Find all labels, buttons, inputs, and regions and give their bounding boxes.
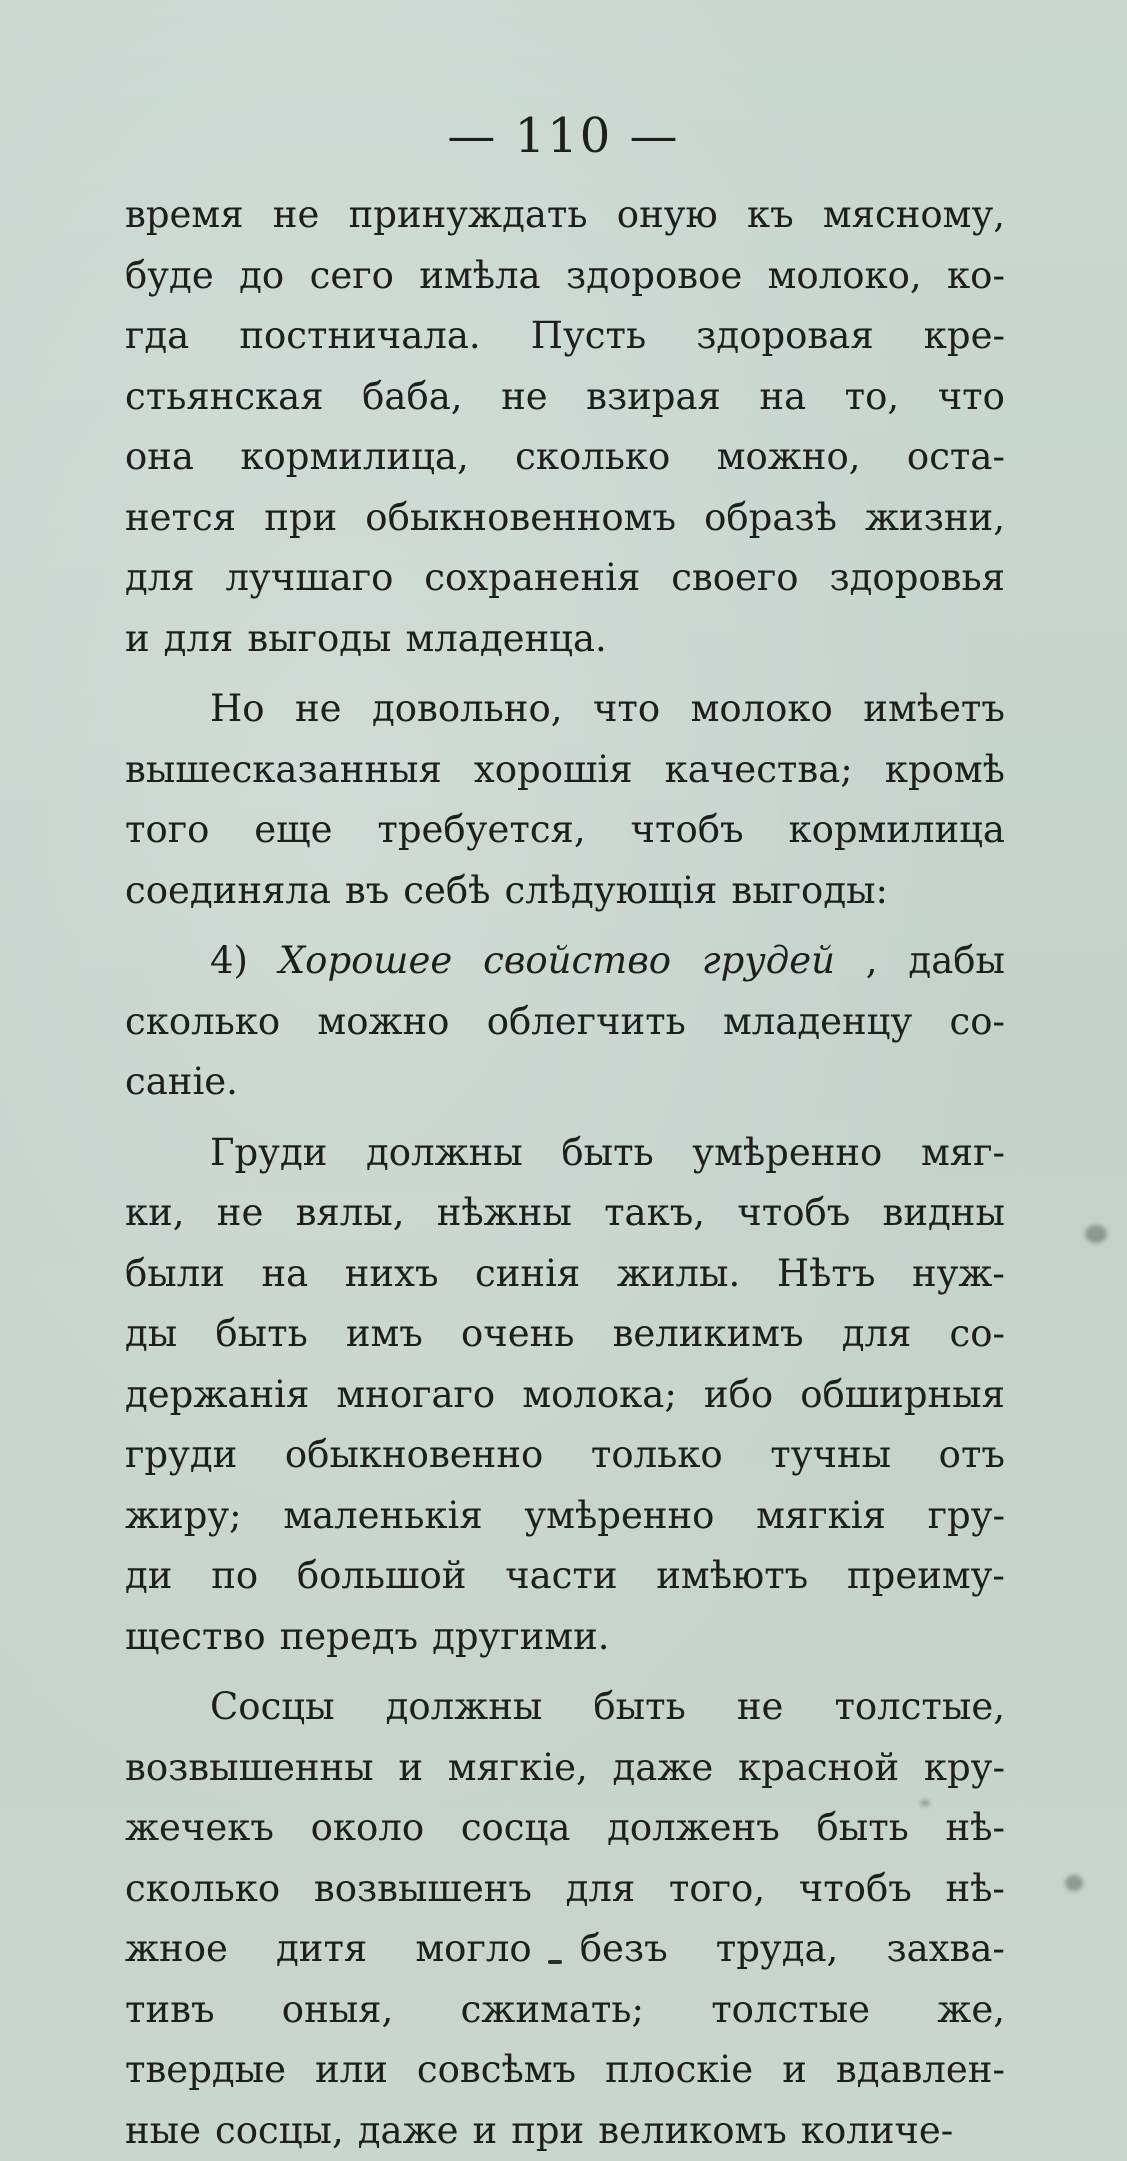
text-line [125, 740, 1005, 801]
word: оную [617, 185, 718, 246]
word: чтобъ [737, 1183, 850, 1244]
body-text [125, 185, 1005, 2161]
word: сохраненія [424, 548, 640, 609]
word: мяг- [921, 1123, 1005, 1184]
word: щество [125, 1607, 266, 1668]
word: что [593, 679, 660, 740]
text-line [125, 1052, 1005, 1113]
word: молоко [691, 679, 833, 740]
word: были [125, 1244, 225, 1305]
word: по [211, 1546, 258, 1607]
word: сколько [125, 1859, 280, 1920]
word: мягкіе, [448, 1738, 588, 1799]
word: передъ [280, 1607, 418, 1668]
word: здоровая [696, 306, 873, 367]
word: красной [738, 1738, 899, 1799]
text-line [125, 1677, 1005, 1738]
word: твердые [125, 2040, 286, 2101]
word: вдавлен- [836, 2040, 1005, 2101]
word: вышесказанныя [125, 740, 442, 801]
word: выгоды [247, 609, 391, 670]
italic-word: свойство [483, 931, 671, 992]
word: возвышенъ [314, 1859, 532, 1920]
word: своего [671, 548, 798, 609]
word: себѣ [403, 861, 490, 922]
word: возвышенны [125, 1738, 374, 1799]
word: качества; [665, 740, 853, 801]
word: нѣ- [945, 1859, 1004, 1920]
word: кре- [924, 306, 1005, 367]
word: Нѣтъ [777, 1244, 876, 1305]
text-line [125, 861, 1005, 922]
ink-smudge [1085, 1225, 1107, 1243]
text-line [125, 1304, 1005, 1365]
text-line [125, 1486, 1005, 1547]
word: со- [949, 992, 1005, 1053]
word: только [591, 1425, 723, 1486]
word: ные [125, 2101, 201, 2161]
word: требуется, [377, 800, 585, 861]
word: держанія [125, 1365, 309, 1426]
word: груди [125, 1425, 237, 1486]
word: стьянская [125, 367, 324, 428]
word: къ [747, 185, 794, 246]
word: образѣ [704, 488, 837, 549]
word: не [501, 367, 548, 428]
ink-smudge [1065, 1875, 1083, 1891]
text-line [125, 1798, 1005, 1859]
italic-word: Хорошее [279, 931, 452, 992]
word: время [125, 185, 244, 246]
word: быть [561, 1123, 653, 1184]
word: принуждать [349, 185, 588, 246]
text-line [125, 1980, 1005, 2041]
word: для [566, 1859, 636, 1920]
word: около [311, 1798, 424, 1859]
word: быть [593, 1677, 685, 1738]
word: дабы [908, 931, 1005, 992]
word: для [842, 1304, 912, 1365]
word: младенца. [405, 609, 606, 670]
text-line [125, 427, 1005, 488]
word: и [782, 2040, 807, 2101]
word: безъ [580, 1919, 668, 1980]
word: баба, [362, 367, 462, 428]
word: и [398, 1738, 423, 1799]
word: преиму- [847, 1546, 1005, 1607]
word: великомъ [598, 2101, 787, 2161]
word: то, [845, 367, 900, 428]
word: Пусть [531, 306, 646, 367]
text-line [125, 1365, 1005, 1426]
text-line [125, 1546, 1005, 1607]
word: выгоды: [731, 861, 888, 922]
word: въ [345, 861, 389, 922]
ink-mark [548, 1960, 562, 1964]
word: при [264, 488, 337, 549]
word: для [125, 548, 195, 609]
word: не [737, 1677, 784, 1738]
text-line [125, 1738, 1005, 1799]
word: саніе. [125, 1052, 238, 1113]
word: гда [125, 306, 189, 367]
text-line [125, 1859, 1005, 1920]
italic-word: грудей [702, 931, 835, 992]
word: сего [310, 246, 394, 307]
paragraph-gap [125, 1113, 1005, 1123]
word: количе- [801, 2101, 953, 2161]
word: умѣренно [524, 1486, 714, 1547]
word: сколько [125, 992, 280, 1053]
word: на [261, 1244, 308, 1305]
word: совсѣмъ [417, 2040, 576, 2101]
word: можно [317, 992, 449, 1053]
word: нуж- [912, 1244, 1005, 1305]
word: и [473, 2101, 498, 2161]
text-line [125, 2040, 1005, 2101]
word: вялы, [296, 1183, 405, 1244]
word: довольно, [372, 679, 563, 740]
word: труда, [716, 1919, 839, 1980]
word: ди [125, 1546, 172, 1607]
word: кормилица [788, 800, 1005, 861]
word: тучны [770, 1425, 891, 1486]
word: имѣютъ [656, 1546, 808, 1607]
word: кромѣ [885, 740, 1005, 801]
text-line [125, 609, 1005, 670]
word: сжимать; [461, 1980, 644, 2041]
text-line [125, 1919, 1005, 1980]
word: нѣжны [437, 1183, 572, 1244]
word: мягкія [756, 1486, 886, 1547]
paragraph [125, 185, 1005, 669]
text-line [125, 488, 1005, 549]
word: тивъ [125, 1980, 215, 2041]
word: сколько [515, 427, 670, 488]
paragraph [125, 1677, 1005, 2161]
word: синія [475, 1244, 580, 1305]
text-line [125, 1425, 1005, 1486]
word: имъ [346, 1304, 423, 1365]
word: большой [297, 1546, 467, 1607]
word: взирая [586, 367, 721, 428]
word: другими. [432, 1607, 609, 1668]
word: того [125, 800, 209, 861]
word: могло [415, 1919, 531, 1980]
word: облегчить [487, 992, 686, 1053]
word: жечекъ [125, 1798, 274, 1859]
word: жизни, [865, 488, 1005, 549]
word: быть [215, 1304, 307, 1365]
word: для [164, 609, 234, 670]
page-number: — 110 — [0, 108, 1127, 164]
paragraph [125, 931, 1005, 1113]
word: , [866, 931, 878, 992]
text-line [125, 800, 1005, 861]
word: чтобъ [631, 800, 744, 861]
word: такъ, [604, 1183, 705, 1244]
word: обыкновенномъ [365, 488, 676, 549]
word: буде [125, 246, 214, 307]
word: мясному, [823, 185, 1005, 246]
text-line [125, 306, 1005, 367]
paragraph-gap [125, 921, 1005, 931]
word: молока; [522, 1365, 677, 1426]
text-line [125, 185, 1005, 246]
word: до [239, 246, 284, 307]
word: Но [210, 679, 265, 740]
word: маленькія [283, 1486, 482, 1547]
text-line [125, 2101, 1005, 2161]
word: оныя, [282, 1980, 394, 2041]
paragraph-gap [125, 1667, 1005, 1677]
word: можно, [717, 427, 861, 488]
word: великимъ [613, 1304, 804, 1365]
word: 4) [210, 931, 248, 992]
word: соединяла [125, 861, 331, 922]
word: быть [816, 1798, 908, 1859]
word: не [273, 185, 320, 246]
text-line [125, 679, 1005, 740]
word: видны [883, 1183, 1005, 1244]
ink-smudge [920, 1800, 930, 1806]
text-line [125, 931, 1005, 992]
word: толстые [711, 1980, 870, 2041]
text-line [125, 1123, 1005, 1184]
word: здоровья [829, 548, 1005, 609]
word: ки, [125, 1183, 185, 1244]
word: нихъ [345, 1244, 439, 1305]
text-line [125, 1244, 1005, 1305]
word: молоко, [768, 246, 922, 307]
word: должны [366, 1123, 523, 1184]
text-line [125, 992, 1005, 1053]
word: жное [125, 1919, 228, 1980]
word: же, [937, 1980, 1005, 2041]
word: при [511, 2101, 584, 2161]
word: ибо [704, 1365, 773, 1426]
word: имѣетъ [863, 679, 1005, 740]
word: постничала. [239, 306, 480, 367]
word: умѣренно [692, 1123, 882, 1184]
word: чтобъ [799, 1859, 912, 1920]
word: слѣдующія [505, 861, 718, 922]
word: даже [358, 2101, 459, 2161]
word: имѣла [419, 246, 540, 307]
word: что [938, 367, 1005, 428]
word: части [505, 1546, 617, 1607]
word: плоскіе [605, 2040, 753, 2101]
word: обширныя [800, 1365, 1005, 1426]
word: лучшаго [226, 548, 394, 609]
word: того, [669, 1859, 765, 1920]
word: Груди [210, 1123, 327, 1184]
word: оста- [907, 427, 1005, 488]
word: отъ [939, 1425, 1005, 1486]
text-line [125, 1607, 1005, 1668]
word: очень [461, 1304, 574, 1365]
word: хорошія [474, 740, 633, 801]
word: Сосцы [210, 1677, 335, 1738]
text-line [125, 246, 1005, 307]
paragraph [125, 1123, 1005, 1668]
paragraph [125, 679, 1005, 921]
word: она [125, 427, 194, 488]
word: со- [950, 1304, 1006, 1365]
word: дитя [276, 1919, 367, 1980]
word: младенцу [723, 992, 912, 1053]
word: должны [386, 1677, 543, 1738]
word: многаго [336, 1365, 495, 1426]
word: не [217, 1183, 264, 1244]
word: ко- [947, 246, 1005, 307]
word: обыкновенно [285, 1425, 543, 1486]
word: кормилица, [240, 427, 468, 488]
word: на [759, 367, 806, 428]
paragraph-gap [125, 669, 1005, 679]
word: сосцы, [215, 2101, 344, 2161]
word: нѣ- [946, 1798, 1005, 1859]
word: долженъ [607, 1798, 780, 1859]
word: ды [125, 1304, 177, 1365]
text-line [125, 548, 1005, 609]
word: или [315, 2040, 388, 2101]
word: кру- [924, 1738, 1005, 1799]
word: жилы. [617, 1244, 740, 1305]
word: даже [613, 1738, 714, 1799]
word: гру- [928, 1486, 1005, 1547]
word: толстые, [834, 1677, 1005, 1738]
word: сосца [461, 1798, 571, 1859]
word: жиру; [125, 1486, 242, 1547]
word: захва- [886, 1919, 1005, 1980]
word: нется [125, 488, 236, 549]
word: и [125, 609, 150, 670]
text-line [125, 367, 1005, 428]
word: не [295, 679, 342, 740]
word: здоровое [566, 246, 742, 307]
word: еще [254, 800, 332, 861]
text-line [125, 1183, 1005, 1244]
